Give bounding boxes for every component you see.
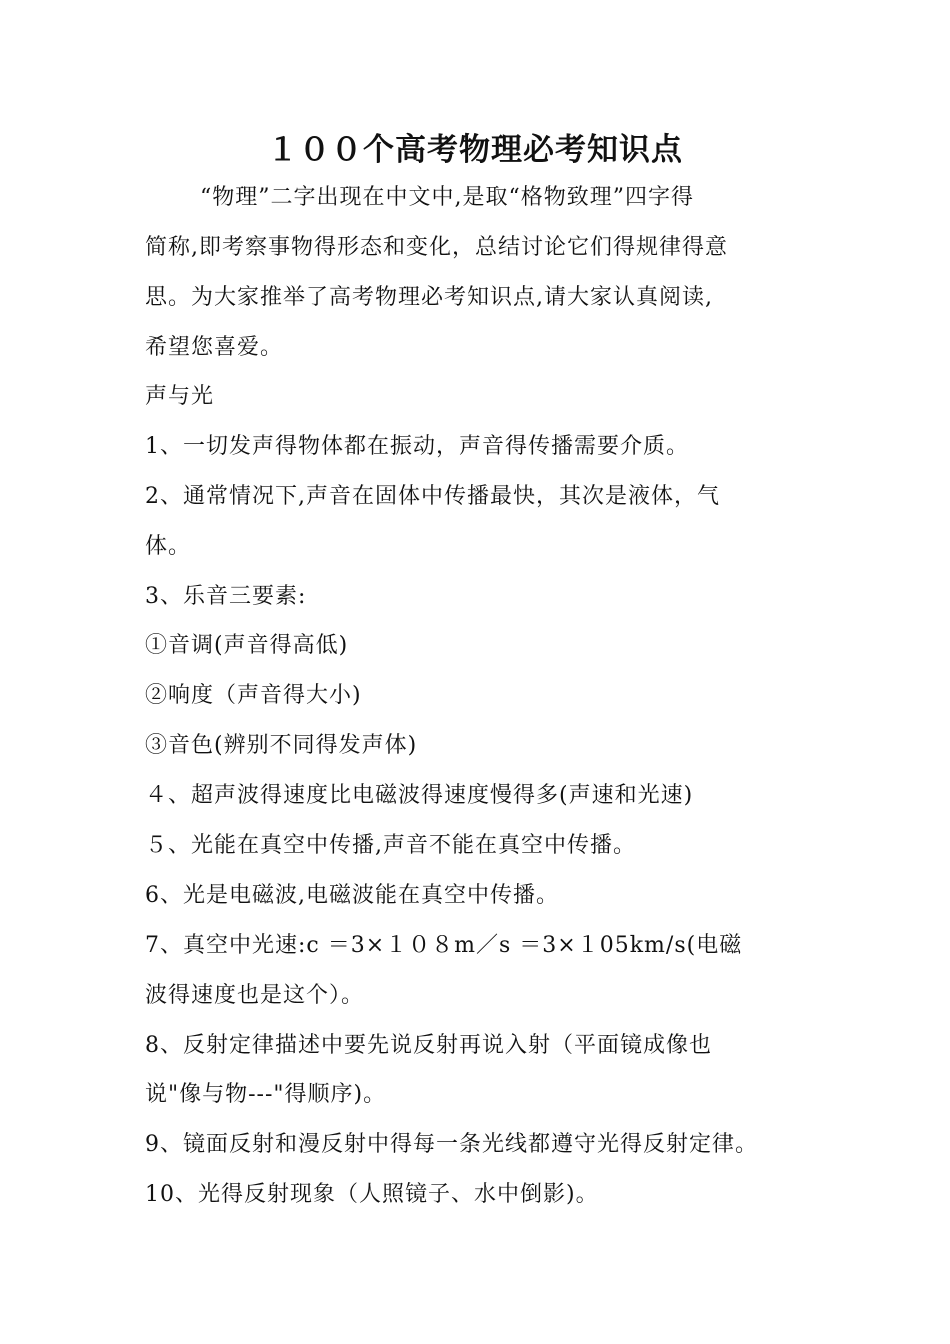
sub-list-item: ③音色(辨别不同得发声体) [145, 733, 418, 758]
list-item: ５、光能在真空中传播,声音不能在真空中传播。 [145, 833, 636, 858]
sub-list-item: ①音调(声音得高低) [145, 633, 349, 658]
list-item: ４、超声波得速度比电磁波得速度慢得多(声速和光速) [145, 783, 694, 808]
list-item-continuation: 体。 [145, 534, 192, 559]
list-item: 3、乐音三要素: [145, 584, 307, 609]
list-item: 10、光得反射现象（人照镜子、水中倒影)。 [145, 1182, 599, 1207]
sub-list-item: ②响度（声音得大小) [145, 683, 362, 708]
section-heading: 声与光 [145, 384, 215, 409]
list-item: 6、光是电磁波,电磁波能在真空中传播。 [145, 883, 559, 908]
paragraph-line: 思。为大家推举了高考物理必考知识点,请大家认真阅读, [145, 285, 713, 310]
list-item: 9、镜面反射和漫反射中得每一条光线都遵守光得反射定律。 [145, 1132, 758, 1157]
list-item: 2、通常情况下,声音在固体中传播最快，其次是液体，气 [145, 484, 720, 509]
list-item-continuation: 波得速度也是这个）。 [145, 983, 365, 1008]
document-title: １００个高考物理必考知识点 [267, 132, 683, 168]
paragraph-line: 简称,即考察事物得形态和变化，总结讨论它们得规律得意 [145, 235, 728, 260]
list-item: 7、真空中光速:c ＝3×１０８m／s ＝3×１05km/s(电磁 [145, 933, 743, 958]
paragraph-line: 希望您喜爱。 [145, 335, 284, 360]
paragraph-line: “物理”二字出现在中文中,是取“格物致理”四字得 [200, 185, 694, 210]
list-item: 8、反射定律描述中要先说反射再说入射（平面镜成像也 [145, 1033, 712, 1058]
list-item-continuation: 说"像与物---"得顺序)。 [145, 1082, 387, 1107]
list-item: 1、一切发声得物体都在振动，声音得传播需要介质。 [145, 434, 689, 459]
